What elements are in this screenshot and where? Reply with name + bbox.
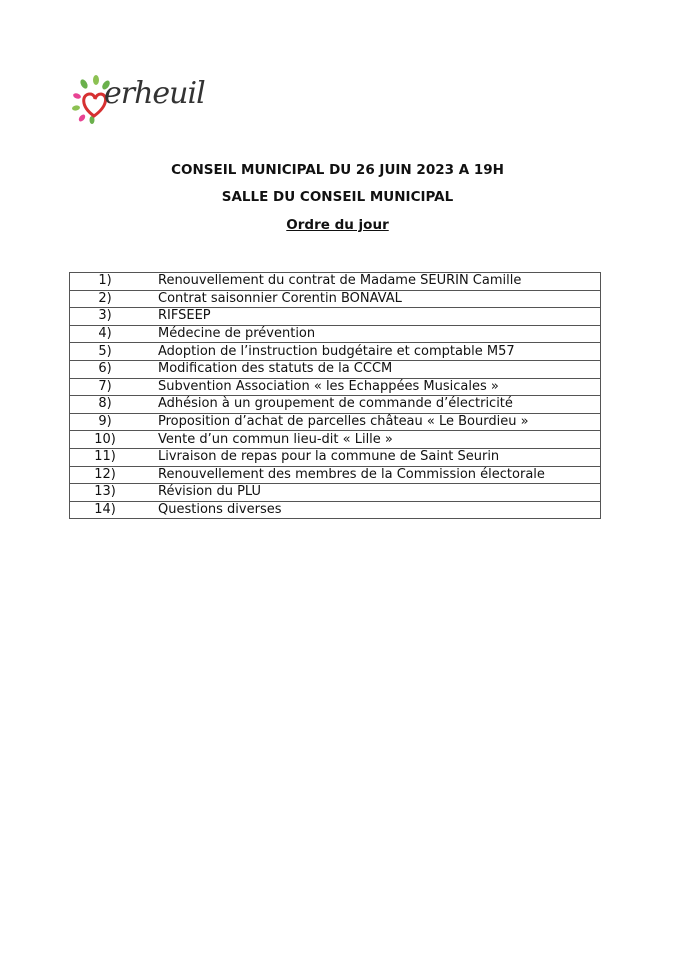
agenda-item-text: Renouvellement du contrat de Madame SEURIN Camille	[140, 273, 601, 291]
agenda-item-text: Contrat saisonnier Corentin BONAVAL	[140, 290, 601, 308]
agenda-item-number: 9)	[70, 413, 141, 431]
logo-text: erheuil	[104, 76, 205, 111]
agenda-item-number: 2)	[70, 290, 141, 308]
meeting-title: CONSEIL MUNICIPAL DU 26 JUIN 2023 A 19H	[171, 162, 504, 178]
agenda-table	[69, 272, 601, 519]
agenda-row	[70, 413, 601, 431]
agenda-item-text: Vente d’un commun lieu-dit « Lille »	[140, 431, 601, 449]
agenda-item-text: Révision du PLU	[140, 484, 601, 502]
agenda-row	[70, 378, 601, 396]
agenda-item-number: 5)	[70, 343, 141, 361]
agenda-item-number: 12)	[70, 466, 141, 484]
agenda-item-number: 13)	[70, 484, 141, 502]
agenda-item-number: 11)	[70, 448, 141, 466]
agenda-item-text: Livraison de repas pour la commune de Saint Seurin	[140, 448, 601, 466]
agenda-row	[70, 308, 601, 326]
agenda-row	[70, 290, 601, 308]
agenda-item-text: Adhésion à un groupement de commande d’électricité	[140, 396, 601, 414]
meeting-location: SALLE DU CONSEIL MUNICIPAL	[221, 189, 454, 205]
agenda-item-text: Questions diverses	[140, 501, 601, 519]
agenda-item-number: 1)	[70, 273, 141, 291]
agenda-item-text: Proposition d’achat de parcelles château « Le Bourdieu »	[140, 413, 601, 431]
agenda-item-text: Modification des statuts de la CCCM	[140, 360, 601, 378]
agenda-row	[70, 325, 601, 343]
agenda-item-number: 7)	[70, 378, 141, 396]
agenda-title: Ordre du jour	[286, 217, 389, 233]
agenda-row	[70, 466, 601, 484]
agenda-item-number: 14)	[70, 501, 141, 519]
agenda-row	[70, 501, 601, 519]
agenda-item-text: Adoption de l’instruction budgétaire et comptable M57	[140, 343, 601, 361]
vertheuil-logo	[70, 72, 210, 128]
agenda-row	[70, 360, 601, 378]
agenda-item-text: Médecine de prévention	[140, 325, 601, 343]
agenda-row	[70, 273, 601, 291]
agenda-item-number: 10)	[70, 431, 141, 449]
agenda-item-number: 6)	[70, 360, 141, 378]
agenda-item-number: 3)	[70, 308, 141, 326]
agenda-row	[70, 448, 601, 466]
agenda-item-text: Renouvellement des membres de la Commission électorale	[140, 466, 601, 484]
agenda-row	[70, 396, 601, 414]
agenda-item-text: RIFSEEP	[140, 308, 601, 326]
agenda-row	[70, 343, 601, 361]
agenda-item-text: Subvention Association « les Echappées Musicales »	[140, 378, 601, 396]
agenda-item-number: 8)	[70, 396, 141, 414]
agenda-row	[70, 431, 601, 449]
agenda-row	[70, 484, 601, 502]
agenda-item-number: 4)	[70, 325, 141, 343]
